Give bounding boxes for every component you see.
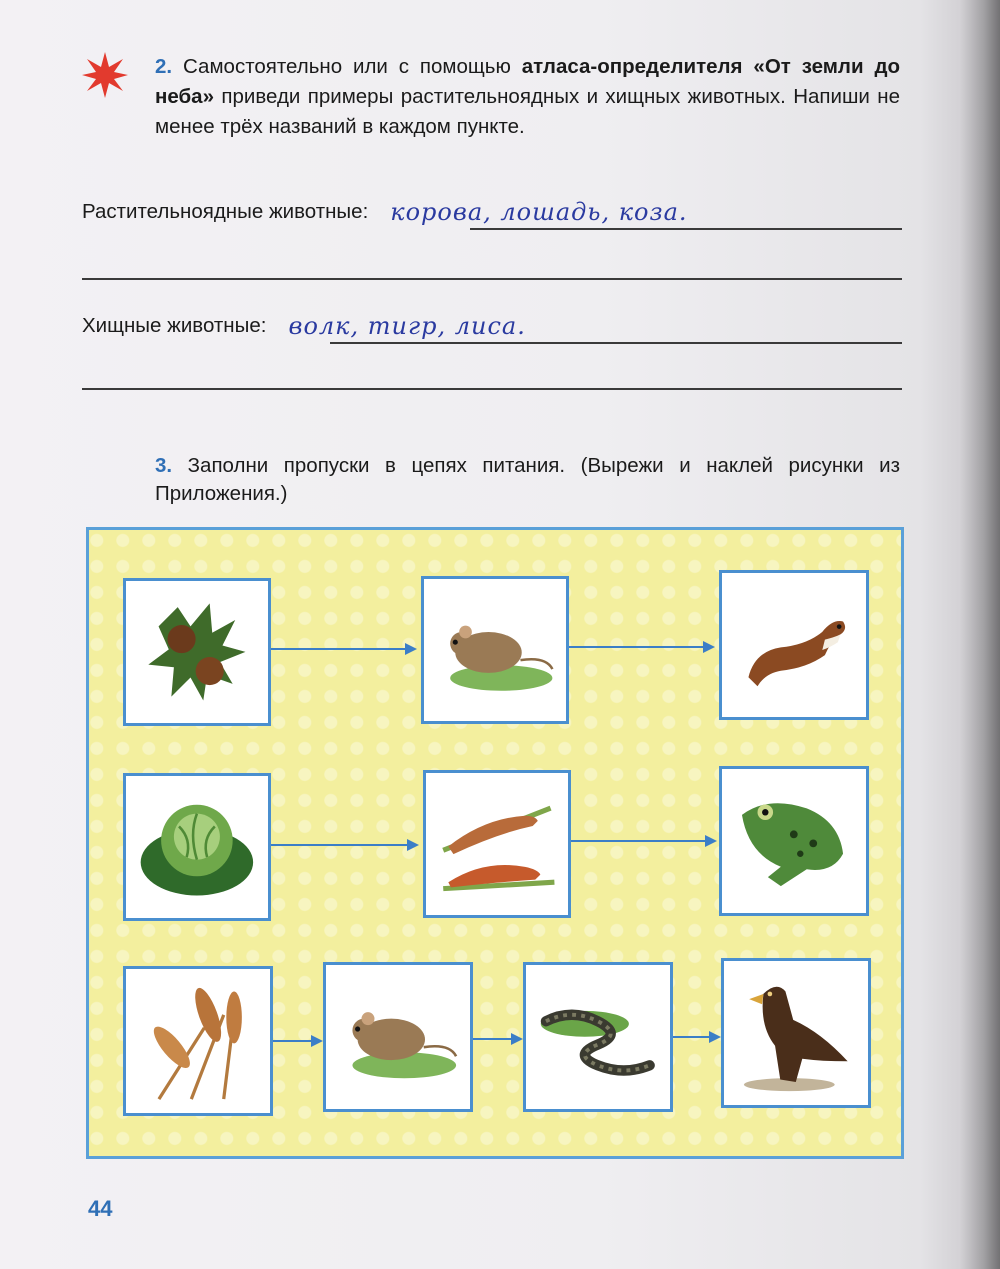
mouse-card[interactable] — [421, 576, 569, 724]
predators-label: Хищные животные: — [82, 314, 267, 337]
eagle-icon — [731, 968, 861, 1098]
snake-card[interactable] — [523, 962, 673, 1112]
snake-icon — [533, 972, 663, 1102]
weasel-icon — [729, 580, 859, 710]
frog-icon — [729, 776, 859, 906]
chain-arrow — [571, 840, 715, 842]
wheat-card[interactable] — [123, 966, 273, 1116]
star-icon — [82, 52, 128, 98]
answer-line — [82, 388, 902, 390]
task-2-text-before: Самостоятельно или с помощью — [183, 55, 511, 78]
chain-arrow — [273, 1040, 321, 1042]
chain-arrow — [271, 648, 415, 650]
chain-arrow — [673, 1036, 719, 1038]
mouse-icon — [333, 972, 463, 1102]
chain-arrow — [271, 844, 417, 846]
task-2-text-after: приведи примеры растительноядных и хищных животных. Напиши не менее трёх названий в каждом пункте. — [155, 85, 900, 138]
task-2-bold-atlas: атласа-определителя — [521, 55, 743, 78]
cabbage-card[interactable] — [123, 773, 271, 921]
herbivores-answer-row — [82, 192, 902, 228]
task-3-number: 3. — [155, 454, 173, 477]
task-3-text: Заполни пропуски в цепях питания. (Вырежи и наклей рисунки из Приложения.) — [155, 454, 900, 505]
answer-line — [470, 228, 902, 230]
task-2-instruction — [155, 52, 900, 142]
frog-card[interactable] — [719, 766, 869, 916]
slugs-card[interactable] — [423, 770, 571, 918]
task-3-instruction — [155, 452, 900, 508]
wheat-icon — [133, 976, 263, 1106]
eagle-card[interactable] — [721, 958, 871, 1108]
page-number: 44 — [88, 1196, 113, 1221]
food-chains-panel — [86, 527, 904, 1159]
answer-line — [82, 278, 902, 280]
mouse-icon — [431, 586, 559, 714]
predators-answer-row — [82, 306, 902, 342]
task-2-bold-title: «От земли до неба» — [155, 55, 900, 108]
answer-line — [330, 342, 902, 344]
mouse-card[interactable] — [323, 962, 473, 1112]
weasel-card[interactable] — [719, 570, 869, 720]
hazelnut-card[interactable] — [123, 578, 271, 726]
cabbage-icon — [133, 783, 261, 911]
herbivores-label: Растительноядные животные: — [82, 200, 369, 223]
chain-arrow — [569, 646, 713, 648]
predators-handwritten-answer[interactable]: волк, тигр, лиса. — [288, 312, 526, 340]
hazelnut-icon — [133, 588, 261, 716]
chain-arrow — [473, 1038, 521, 1040]
herbivores-handwritten-answer[interactable]: корова, лошадь, коза. — [390, 198, 688, 226]
book-spine-shadow — [960, 0, 1000, 1269]
slugs-icon — [433, 780, 561, 908]
task-2-number: 2. — [155, 55, 173, 78]
